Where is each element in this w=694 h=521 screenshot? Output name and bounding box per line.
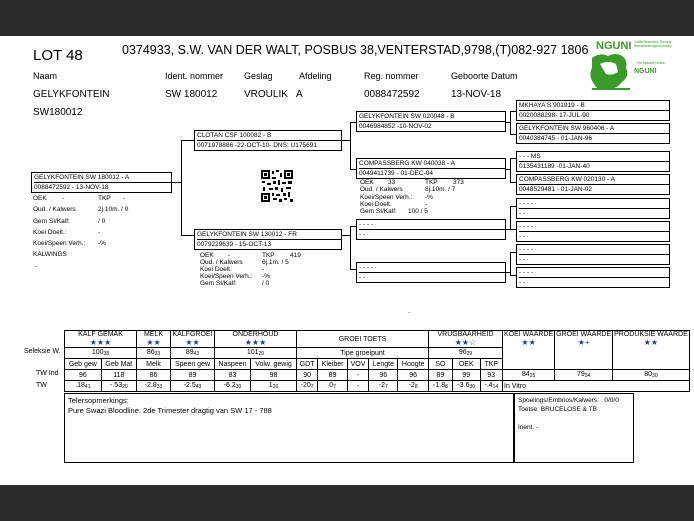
dot-mark: . <box>408 306 411 315</box>
kalf-gemak-star-icon: ★★★ <box>89 338 112 347</box>
sire-name: CLOTAN CSF 100082 - B <box>197 131 341 141</box>
connector <box>510 206 511 230</box>
index-produksie <box>613 370 690 381</box>
sd-koei-value: - <box>425 201 428 208</box>
connector <box>181 235 194 236</box>
ssd-reg: 0040384745 - 01-JAN-96 <box>519 135 592 142</box>
produksie-star-icon: ★★ <box>643 338 659 347</box>
label-ident: Ident. nommer <box>165 71 224 81</box>
tw-value: -.53 <box>110 382 123 389</box>
groei-star-icon: ★+ <box>577 338 590 347</box>
tw-ind-cell: 89 <box>318 370 348 381</box>
seleksie-melk <box>137 348 171 359</box>
col-geb-gew: Geb gew <box>65 359 102 370</box>
spoelings-box <box>514 393 634 463</box>
sire-dam-box <box>356 158 506 179</box>
animal-koei-value: - <box>98 229 101 236</box>
animal-oud-label: Oud. / Kalwers <box>33 206 76 213</box>
seleksie-onderhoud <box>215 348 297 359</box>
tw-sub: 30 <box>469 384 476 390</box>
tw-sub: 43 <box>195 384 202 390</box>
in-vitro-cell: In Vitro <box>503 381 690 392</box>
group-onderhoud <box>215 331 297 348</box>
owner-line: 0374933, S.W. VAN DER WALT, POSBUS 38,VENTERSTAD,9798,(T)082-927 1806 <box>122 43 589 57</box>
tw-cell <box>137 381 171 392</box>
group-groei-waarde <box>555 331 613 370</box>
onderhoud-star-icon: ★★★ <box>244 338 267 347</box>
dam-dam-name: - - - - <box>359 263 505 273</box>
animal-box <box>31 172 172 193</box>
col-hoogte: Hoogte <box>398 359 429 370</box>
col-vov: VOV <box>347 359 368 370</box>
catalogue-page <box>0 36 694 485</box>
telersopmerkings-box <box>64 393 514 463</box>
dam-speen-value: -% <box>262 273 270 280</box>
label-geslag: Geslag <box>244 71 273 81</box>
dam-koei-value: - <box>262 266 265 273</box>
tw-sub: 7 <box>310 384 314 390</box>
tw-value: 1 <box>268 382 273 389</box>
tw-row <box>65 381 690 392</box>
sire-box <box>194 130 342 151</box>
tw-ind-label: TW Ind <box>36 370 59 377</box>
group-produksie-waarde-label: PRODUKSIE WAARDE <box>614 331 688 338</box>
index-prod-sub: 30 <box>652 373 658 379</box>
tw-ind-cell: 83 <box>215 370 251 381</box>
group-vrugbaarheid <box>429 331 503 348</box>
tw-cell <box>480 381 502 392</box>
group-kalfgroei-label: KALFGROEI <box>172 331 213 338</box>
tw-ind-cell: 90 <box>297 370 318 381</box>
ssd-name: GELYKFONTEIN SW 960406 - A <box>519 124 669 134</box>
tw-ind-cell: 86 <box>137 370 171 381</box>
dam-dam-reg: - - <box>359 274 366 281</box>
group-kalfgroei <box>171 331 215 348</box>
sd-speen-label: Koei/Speen Verh.: <box>360 194 413 201</box>
logo-line2: Beestetelersgenootskap <box>634 44 672 48</box>
dam-speen-label: Koei/Speen Verh.: <box>200 273 253 280</box>
tw-ind-cell: 98 <box>251 370 297 381</box>
sss-box <box>516 100 670 121</box>
remarks-text: Pure Swazi Bloodline. 2de Trimester dragtig van SW 17 - 788 <box>68 406 272 415</box>
seleksie-vrugbaarheid <box>429 348 503 359</box>
tw-cell <box>452 381 480 392</box>
seleksie-onderhoud-sub: 20 <box>258 351 265 357</box>
tw-ind-cell: 93 <box>480 370 502 381</box>
col-so: SO <box>429 359 453 370</box>
animal-kalwings: KALWINGS <box>33 251 67 258</box>
group-melk-label: MELK <box>143 331 164 338</box>
sdd-box <box>516 174 670 195</box>
tw-ind-cell: 99 <box>452 370 480 381</box>
sd-oud-value: 8j.10m. / 7 <box>425 186 456 193</box>
group-groei-waarde-label: GROEI WAARDE <box>556 331 612 338</box>
dds-box <box>516 244 670 265</box>
sdd-name: COMPASSBERG KW 020130 - A <box>519 175 669 185</box>
tw-cell <box>297 381 318 392</box>
sd-oud-label: Oud. / Kalwers <box>360 186 403 193</box>
sd-tkp-value: 373 <box>453 179 464 186</box>
dam-reg: 0079229639 - 15-OCT-13 <box>197 241 272 248</box>
animal-gem-label: Gem SI/Kalf: <box>33 218 70 225</box>
index-koei-value: 84 <box>521 371 530 378</box>
sss-reg: 0020088298- 17-JUL-90 <box>519 112 590 119</box>
remarks-title: Telersopmerkings: <box>68 396 129 405</box>
tw-sub: 41 <box>84 384 91 390</box>
tw-label: TW <box>36 382 47 389</box>
seleksie-melk-sub: 33 <box>154 351 161 357</box>
cow-icon <box>586 50 636 96</box>
vrugbaarheid-star-icon: ★★☆ <box>454 338 477 347</box>
dds-name: - - - - <box>519 245 669 255</box>
dss-reg: - - <box>519 210 526 217</box>
animal-gem-value: / 0 <box>98 218 106 225</box>
index-groei-sub: 34 <box>584 373 591 379</box>
label-geboorte: Geboorte Datum <box>451 71 518 81</box>
logo-brand: NGUNI <box>596 40 632 52</box>
dsd-name: - - - - <box>519 222 669 232</box>
value-geslag: VROULIK <box>244 89 288 100</box>
dam-oek-label: OEK <box>200 252 214 259</box>
value-afdeling: A <box>296 89 303 100</box>
seleksie-kalf-gemak-value: 100 <box>91 349 104 356</box>
nguni-logo <box>584 38 672 98</box>
tw-cell <box>171 381 215 392</box>
tw-ind-cell: 89 <box>171 370 215 381</box>
tw-cell <box>318 381 348 392</box>
sire-dam-name: COMPASSBERG KW 040038 - A <box>359 159 505 169</box>
group-melk <box>137 331 171 348</box>
dam-tkp-value: 419 <box>290 252 301 259</box>
tw-value: 0 <box>329 382 334 389</box>
dam-oek-value: - <box>228 252 231 259</box>
tw-cell <box>429 381 453 392</box>
sd-tkp-label: TKP <box>425 179 438 186</box>
group-kalf-gemak <box>65 331 137 348</box>
tw-sub: 30 <box>235 384 242 390</box>
sds-name: - - - MS <box>519 152 669 162</box>
inent-line: Inent. - <box>518 424 539 431</box>
tw-value: -2 <box>408 382 415 389</box>
performance-table <box>64 330 690 392</box>
seleksie-kalf-gemak-sub: 38 <box>103 351 110 357</box>
tw-cell <box>101 381 136 392</box>
tw-cell <box>369 381 398 392</box>
tw-sub: 20 <box>272 384 279 390</box>
seleksie-label: Seleksie W. <box>24 348 61 355</box>
sd-gem-value: 100 / 5 <box>408 208 428 215</box>
value-naam: GELYKFONTEIN <box>33 89 110 100</box>
tw-cell <box>65 381 102 392</box>
tw-sub: 20 <box>122 384 128 390</box>
melk-star-icon: ★★ <box>146 338 161 347</box>
dds-reg: - - <box>519 256 526 263</box>
col-oek: OEK <box>452 359 480 370</box>
logo-tagline: The Natural Nation <box>636 61 666 65</box>
group-koei-waarde-label: KOEI WAARDE <box>504 331 554 338</box>
sire-dam-reg: 0049411739 - 01-DEC-04 <box>359 170 433 177</box>
col-geb-mat: Geb Mat <box>101 359 136 370</box>
dam-name: GELYKFONTEIN SW 130012 - FR <box>197 230 341 240</box>
col-speen-gew: Speen gew <box>171 359 215 370</box>
group-onderhoud-label: ONDERHOUD <box>232 331 279 338</box>
qr-code-icon <box>260 169 294 203</box>
tw-cell <box>347 381 368 392</box>
ssd-box <box>516 123 670 144</box>
connector <box>342 140 350 141</box>
tw-ind-row <box>65 370 690 381</box>
sd-oek-value: 33 <box>388 179 396 186</box>
tw-value: -2.5 <box>183 382 196 389</box>
animal-koei-label: Koei Doelt.: <box>33 229 67 236</box>
tw-value: -20 <box>300 382 311 389</box>
animal-tkp-value: - <box>123 195 126 202</box>
value-geboorte: 13-NOV-18 <box>451 89 502 100</box>
seleksie-kalf-gemak <box>65 348 137 359</box>
group-koei-waarde <box>503 331 555 370</box>
animal-speen-value: -% <box>98 240 106 247</box>
dam-tkp-label: TKP <box>262 252 275 259</box>
tw-value: -2 <box>378 382 385 389</box>
tw-ind-cell: - <box>347 370 368 381</box>
tw-cell <box>398 381 429 392</box>
sd-gem-label: Gem SI/Kalf: <box>360 208 397 215</box>
index-koei-sub: 25 <box>529 373 536 379</box>
animal-reg: 0088472592 - 13-NOV-18 <box>34 184 109 191</box>
dam-koei-label: Koei Doelt. <box>200 266 232 273</box>
animal-tkp-label: TKP <box>98 195 111 202</box>
dam-gem-label: Gem SI/Kalf: <box>200 280 237 287</box>
tw-ind-cell: 96 <box>398 370 429 381</box>
bottom-dark-band <box>0 485 694 521</box>
col-naspeen: Naspeen <box>215 359 251 370</box>
spoelings-label: Spoelings/Embrios/Kalwers: <box>518 397 599 404</box>
sire-sire-box <box>356 111 506 132</box>
tw-ind-cell: 89 <box>429 370 453 381</box>
label-naam: Naam <box>33 71 58 81</box>
animal-oud-value: 2j.10m. / 0 <box>98 206 129 213</box>
spoelings-value: 0/0/0 <box>604 397 619 404</box>
animal-name: GELYKFONTEIN SW 180012 - A <box>34 173 171 183</box>
spoelings-line <box>518 396 630 405</box>
group-produksie-waarde <box>613 331 690 370</box>
animal-oek-label: OEK <box>33 195 47 202</box>
sd-koei-label: Koei Doelt. <box>360 201 392 208</box>
group-kalf-gemak-label: KALF GEMAK <box>78 331 123 338</box>
dam-sire-box <box>356 219 506 240</box>
seleksie-vrugbaarheid-sub: 29 <box>466 351 473 357</box>
value-naam-2: SW180012 <box>33 107 83 118</box>
group-vrugbaarheid-label: VRUGBAARHEID <box>437 331 494 338</box>
sire-sire-name: GELYKFONTEIN SW 020048 - B <box>359 112 505 122</box>
seleksie-kalfgroei <box>171 348 215 359</box>
sd-oek-label: OEK <box>360 179 374 186</box>
connector <box>342 235 350 236</box>
sdd-reg: 0048529481 - 01-JAN-02 <box>519 186 592 193</box>
kalfgroei-star-icon: ★★ <box>185 338 200 347</box>
seleksie-kalfgroei-sub: 43 <box>193 351 200 357</box>
sds-box <box>516 151 670 172</box>
connector <box>181 140 194 141</box>
group-header-row <box>65 331 690 348</box>
index-koei <box>503 370 555 381</box>
tw-sub: 8 <box>414 384 418 390</box>
tw-sub: 7 <box>385 384 388 390</box>
connector <box>181 140 182 236</box>
logo-line1: Cattle Breeders' Society <box>634 40 672 44</box>
logo-sub: NGUNI <box>634 68 657 75</box>
tw-value: .18 <box>75 382 85 389</box>
seleksie-kalfgroei-value: 89 <box>185 349 194 356</box>
tw-value: -3.6 <box>457 382 470 389</box>
tw-sub: 14 <box>492 384 499 390</box>
sds-reg: 0135431189 -01-JAN-40 <box>519 163 590 170</box>
toetse-line: Toetse: BRUCELOSE & TB <box>518 406 597 413</box>
col-volw-gewig: Volw. gewig <box>251 359 297 370</box>
animal-speen-label: Koei/Speen Verh.: <box>33 240 86 247</box>
seleksie-tipe <box>297 348 429 359</box>
dam-dam-box <box>356 262 506 283</box>
value-reg: 0088472592 <box>364 89 420 100</box>
sss-name: MKHAYA S 901919 - B <box>519 101 669 111</box>
tw-sub: 33 <box>156 384 163 390</box>
dss-box <box>516 198 670 219</box>
connector <box>510 111 511 135</box>
seleksie-melk-value: 86 <box>146 349 155 356</box>
tw-sub: 7 <box>333 384 336 390</box>
animal-oek-value: - <box>62 195 65 202</box>
tw-cell <box>251 381 297 392</box>
label-reg: Reg. nommer <box>364 71 419 81</box>
animal-kalwings-value: - <box>35 263 38 270</box>
tw-value: -6.2 <box>223 382 236 389</box>
connector <box>510 158 511 183</box>
tw-ind-cell: 118 <box>101 370 136 381</box>
connector <box>510 252 511 276</box>
dam-oud-value: 6j.1m. / 5 <box>262 259 289 266</box>
dsd-box <box>516 221 670 242</box>
connector <box>350 226 351 270</box>
index-groei <box>555 370 613 381</box>
dss-name: - - - - <box>519 199 669 209</box>
koei-star-icon: ★★ <box>521 338 536 347</box>
seleksie-vrugbaarheid-value: 96 <box>458 349 467 356</box>
sd-speen-value: -% <box>425 194 433 201</box>
index-prod-value: 80 <box>644 371 653 378</box>
group-groei-toets <box>297 331 429 348</box>
tw-ind-cell: 96 <box>65 370 102 381</box>
col-gdt: GDT <box>297 359 318 370</box>
dsd-reg: - - <box>519 233 526 240</box>
col-tkp: TKP <box>480 359 502 370</box>
dam-box <box>194 229 342 250</box>
tw-value: -2.8 <box>144 382 157 389</box>
tw-value: -1.8 <box>433 382 446 389</box>
dam-sire-name: - - - - <box>359 220 505 230</box>
dam-gem-value: / 0 <box>262 280 270 287</box>
connector <box>350 122 351 170</box>
tw-value: -.4 <box>484 382 493 389</box>
col-melk: Melk <box>137 359 171 370</box>
col-lengte: Lengte <box>369 359 398 370</box>
tw-ind-cell: 96 <box>369 370 398 381</box>
connector <box>172 182 181 183</box>
tw-value: - <box>356 382 360 390</box>
sire-sire-reg: 0046984852 -10-NOV-02 <box>359 123 432 130</box>
seleksie-tipe-value: Tipe groeipunt <box>340 349 385 357</box>
seleksie-onderhoud-value: 101 <box>246 349 259 356</box>
tw-cell <box>215 381 251 392</box>
ddd-box <box>516 267 670 288</box>
lot-number: LOT 48 <box>33 47 83 64</box>
index-groei-value: 79 <box>576 371 585 378</box>
ddd-reg: - - <box>519 279 526 286</box>
top-dark-band <box>0 0 694 36</box>
sire-reg: 0071978886 -22-OCT-10- DNS: U175691 <box>197 142 317 149</box>
label-afdeling: Afdeling <box>299 71 332 81</box>
dam-oud-label: Oud. / Kalwers <box>200 259 243 266</box>
dam-sire-reg: - - <box>359 231 366 238</box>
col-kleiber: Kleiber <box>318 359 348 370</box>
tw-sub: 8 <box>445 384 448 390</box>
ddd-name: - - - - <box>519 268 669 278</box>
group-groei-toets-label: GROEI TOETS <box>338 335 387 343</box>
value-ident: SW 180012 <box>165 89 218 100</box>
